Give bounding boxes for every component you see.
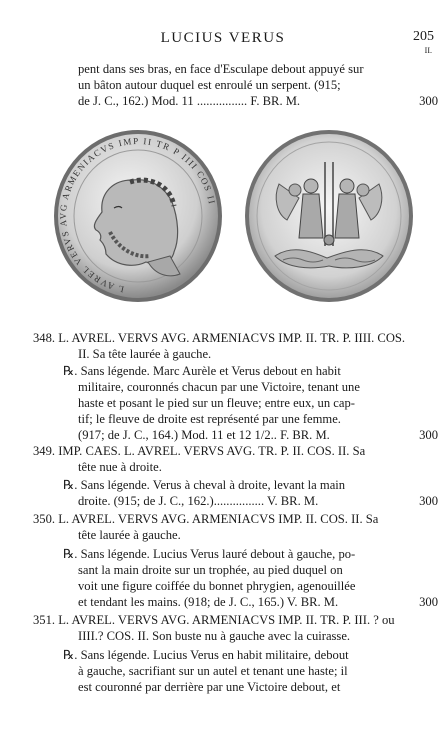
coin-reverse-image (243, 128, 415, 304)
entry-348-line: haste et posant le pied sur un fleuve; entre eux, un cap- (78, 396, 355, 410)
entry-349-line: 349. IMP. CAES. L. AVREL. VERVS AVG. TR. P. II. COS. II. Sa (33, 444, 366, 458)
intro-line: un bâton autour duquel est enroulé un serpent. (915; (78, 78, 341, 92)
entry-350-line: voit une figure coiffée du bonnet phrygien, agenouillée (78, 579, 356, 593)
entry-349-line: droite. (915; de J. C., 162.)................ V. BR. M. (78, 494, 319, 508)
entry-349-price: 300 (419, 494, 438, 508)
entry-350-price: 300 (419, 595, 438, 609)
entry-348-price: 300 (419, 428, 438, 442)
entry-351-line: à gauche, sacrifiant sur un autel et tenant une haste; il (78, 664, 348, 678)
intro-line: pent dans ses bras, en face d'Esculape debout appuyé sur (78, 62, 364, 76)
intro-line: de J. C., 162.) Mod. 11 ................ F. BR. M. (78, 94, 301, 108)
entry-348-line: ℞. Sans légende. Marc Aurèle et Verus debout en habit (63, 364, 341, 378)
entry-348-line: militaire, couronnés chacun par une Victoire, tenant une (78, 380, 360, 394)
entry-350-line: 350. L. AVREL. VERVS AVG. ARMENIACVS IMP. II. COS. II. Sa (33, 512, 379, 526)
entry-351-line: est couronné par derrière par une Victoire debout, et (78, 680, 341, 694)
entry-349-line: tête nue à droite. (78, 460, 162, 474)
entry-348-line: 348. L. AVREL. VERVS AVG. ARMENIACVS IMP. II. TR. P. IIII. COS. (33, 331, 406, 345)
page-number: 205 (413, 29, 434, 44)
entry-348-line: tif; le fleuve de droite est représenté par une femme. (78, 412, 341, 426)
entry-350-line: ℞. Sans légende. Lucius Verus lauré debout à gauche, po- (63, 547, 356, 561)
entry-350-line: et tendant les mains. (918; de J. C., 165.) V. BR. M. (78, 595, 339, 609)
entry-348-line: II. Sa tête laurée à gauche. (78, 347, 212, 361)
entry-349-line: ℞. Sans légende. Verus à cheval à droite, levant la main (63, 478, 346, 492)
running-header-title: LUCIUS VERUS (160, 30, 286, 46)
coin-obverse-image (52, 128, 224, 304)
entry-350-line: tête laurée à gauche. (78, 528, 181, 542)
intro-price: 300 (419, 94, 438, 108)
entry-350-line: sant la main droite sur un trophée, au pied duquel on (78, 563, 343, 577)
entry-351-line: IIII.? COS. II. Son buste nu à gauche avec la cuirasse. (78, 629, 351, 643)
signature-mark: II. (424, 46, 432, 55)
entry-348-line: (917; de J. C., 164.) Mod. 11 et 12 1/2.. F. BR. M. (78, 428, 330, 442)
entry-351-line: ℞. Sans légende. Lucius Verus en habit militaire, debout (63, 648, 349, 662)
coin-obverse-legend: L AVREL VERVS AVG ARMENIACVS IMP II TR P IIII COS II (58, 135, 218, 295)
entry-351-line: 351. L. AVREL. VERVS AVG. ARMENIACVS IMP. II. TR. P. III. ? ou (33, 613, 395, 627)
